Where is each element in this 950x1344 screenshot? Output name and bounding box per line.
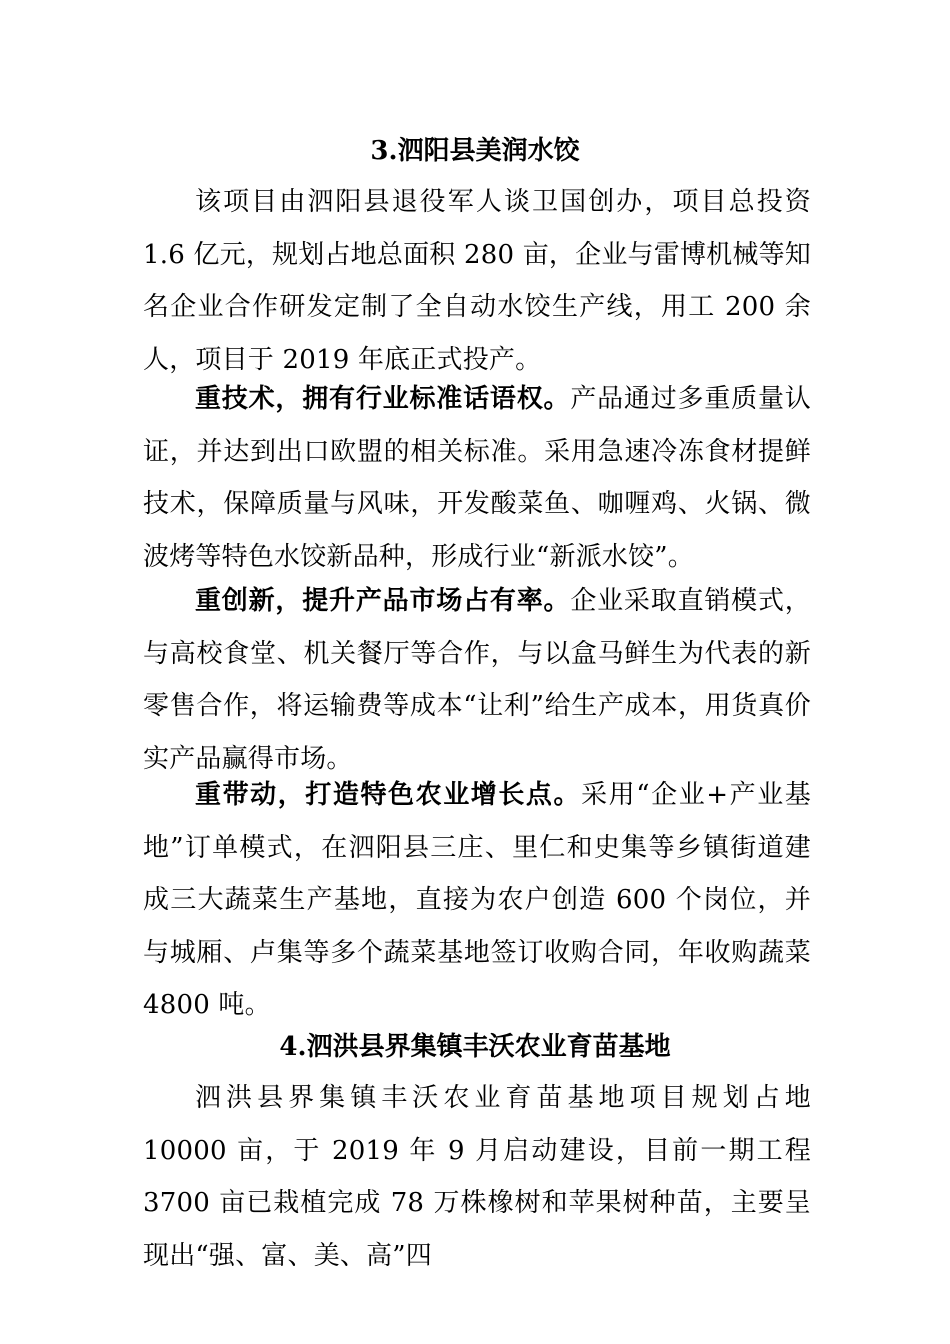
- paragraph-text: 采用“企业+产业基地”订单模式，在泗阳县三庄、里仁和史集等乡镇街道建成三大蔬菜生产基地，直接为农户创造 600 个岗位，并与城厢、卢集等多个蔬菜基地签订收购合同，年收购蔬菜 4800 吨。: [143, 780, 811, 1020]
- paragraph-lead: 重带动，打造特色农业增长点。: [195, 780, 582, 810]
- paragraph-innovation: [143, 575, 811, 785]
- paragraph-text: 产品通过多重质量认证，并达到出口欧盟的相关标准。采用急速冷冻食材提鲜技术，保障质量与风味，开发酸菜鱼、咖喱鸡、火锅、微波烤等特色水饺新品种，形成行业“新派水饺”。: [143, 384, 811, 572]
- paragraph-text: 该项目由泗阳县退役军人谈卫国创办，项目总投资 1.6 亿元，规划占地总面积 280 亩，企业与雷博机械等知名企业合作研发定制了全自动水饺生产线，用工 200 余人，项目于 2019 年底正式投产。: [143, 187, 811, 375]
- paragraph-intro: [143, 176, 811, 386]
- paragraph-text: 企业采取直销模式，与高校食堂、机关餐厅等合作，与以盒马鲜生为代表的新零售合作，将运输费等成本“让利”给生产成本，用货真价实产品赢得市场。: [143, 586, 811, 774]
- section-title-4: 4.泗洪县界集镇丰沃农业育苗基地: [279, 1032, 671, 1062]
- section-title-3: 3.泗阳县美润水饺: [370, 136, 580, 166]
- paragraph-nursery-intro: [143, 1072, 811, 1282]
- paragraph-text: 泗洪县界集镇丰沃农业育苗基地项目规划占地 10000 亩，于 2019 年 9 月启动建设，目前一期工程 3700 亩已栽植完成 78 万株橡树和苹果树种苗，主要呈现出“强、富、美、高”四: [143, 1083, 811, 1271]
- paragraph-lead: 重创新，提升产品市场占有率。: [195, 586, 571, 616]
- paragraph-technology: [143, 373, 811, 583]
- paragraph-lead: 重技术，拥有行业标准话语权。: [195, 384, 571, 414]
- paragraph-driving: [143, 769, 811, 1032]
